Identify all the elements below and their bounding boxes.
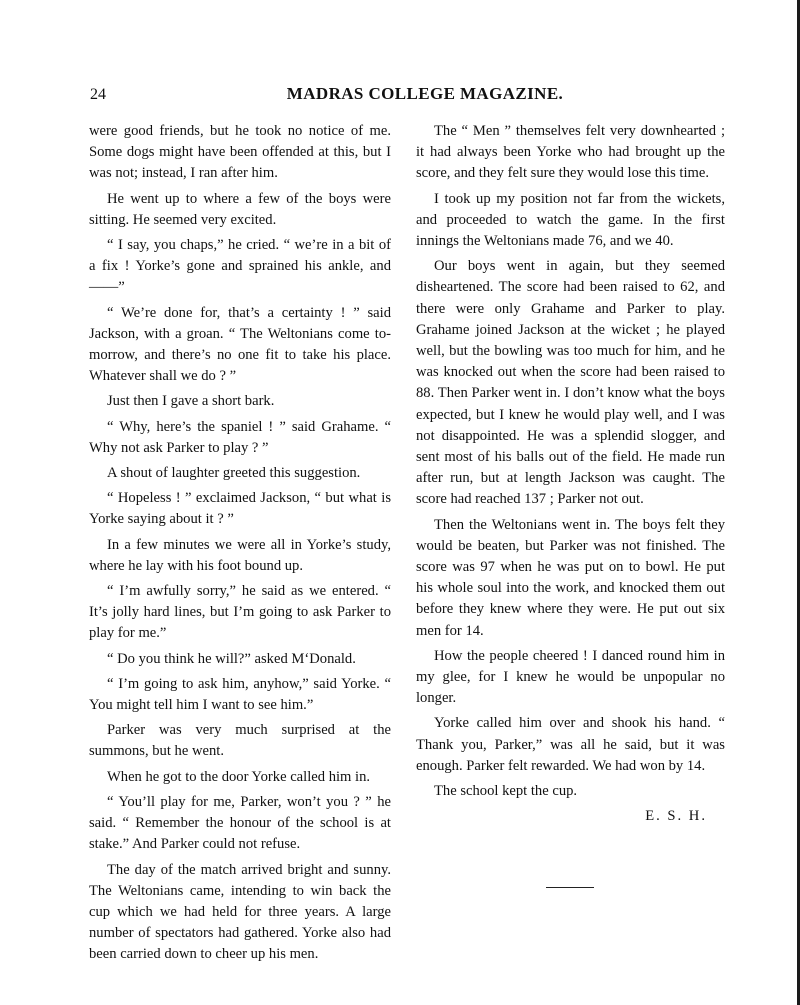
paragraph: “ I’m going to ask him, anyhow,” said Yorke. “ You might tell him I want to see him.” xyxy=(89,675,391,714)
paragraph: “ Hopeless ! ” exclaimed Jackson, “ but what is Yorke saying about it ? ” xyxy=(89,490,391,528)
left-column xyxy=(89,121,391,970)
paragraph: The school kept the cup. xyxy=(434,783,578,800)
paragraph: Parker was very much surprised at the summons, but he went. xyxy=(89,722,391,760)
paragraph: Yorke called him over and shook his hand. “ Thank you, Parker,” was all he said, but it was enough. Parker felt rewarded. We had won by 14. xyxy=(416,715,725,774)
paragraph: Just then I gave a short bark. xyxy=(107,393,275,410)
paragraph: Our boys went in again, but they seemed disheartened. The score had been raised to 62, and there were only Grahame and Parker to play. Grahame joined Jackson at the wicket ; he played well, but the bowling was too much for him, and he was knocked out when the score had been raised to 88. Then Parker went in. I don’t know what the boys expected, but I knew he would play well, and I was not disappointed. He was a splendid slogger, and sent most of his balls out of the field. He made run after run, but at length Jackson was caught. The score had reached 137 ; Parker not out. xyxy=(416,258,725,508)
paragraph: Then the Weltonians went in. The boys felt they would be beaten, but Parker was not finished. The score was 97 when he was put on to bowl. He put his whole soul into the work, and knocked them out before they knew where they were. He put out six men for 14. xyxy=(416,516,725,639)
paragraph: The “ Men ” themselves felt very downhearted ; it had always been Yorke who had brought up the score, and they felt sure they would lose this time. xyxy=(416,123,725,182)
page-number: 24 xyxy=(90,86,106,103)
paragraph: The day of the match arrived bright and sunny. The Weltonians came, intending to win back the cup which we had held for three years. A large number of spectators had gathered. Yorke also had been carried down to cheer up his men. xyxy=(89,861,391,963)
paragraph: A shout of laughter greeted this suggestion. xyxy=(107,465,361,482)
paragraph: “ You’ll play for me, Parker, won’t you ? ” he said. “ Remember the honour of the school is at stake.” And Parker could not refuse. xyxy=(89,793,391,853)
paragraph: “ We’re done for, that’s a certainty ! ” said Jackson, with a groan. “ The Weltonians come to-morrow, and there’s no one fit to take his place. Whatever shall we do ? ” xyxy=(89,304,391,385)
paragraph: He went up to where a few of the boys were sitting. He seemed very excited. xyxy=(89,190,391,228)
paragraph: In a few minutes we were all in Yorke’s study, where he lay with his foot bound up. xyxy=(89,536,391,574)
running-title: MADRAS COLLEGE MAGAZINE. xyxy=(286,84,564,103)
paragraph: “ Why, here’s the spaniel ! ” said Grahame. “ Why not ask Parker to play ? ” xyxy=(89,418,391,456)
paragraph: I took up my position not far from the wickets, and proceeded to watch the game. In the first innings the Weltonians made 76, and we 40. xyxy=(416,190,725,250)
right-column xyxy=(416,121,725,828)
paragraph: “ I’m awfully sorry,” he said as we entered. “ It’s jolly hard lines, but I’m going to ask Parker to play for me.” xyxy=(89,583,391,642)
end-rule xyxy=(546,887,594,888)
paragraph: When he got to the door Yorke called him in. xyxy=(107,768,371,785)
paragraph: “ Do you think he will?” asked M‘Donald. xyxy=(107,650,356,667)
author-signature: E. S. H. xyxy=(645,808,707,825)
paragraph: “ I say, you chaps,” he cried. “ we’re in a bit of a fix ! Yorke’s gone and sprained his ankle, and——” xyxy=(89,237,391,296)
paragraph: How the people cheered ! I danced round him in my glee, for I knew he would be unpopular no longer. xyxy=(416,647,725,707)
paragraph: were good friends, but he took no notice of me. Some dogs might have been offended at this, but I was not; instead, I ran after him. xyxy=(89,123,391,182)
